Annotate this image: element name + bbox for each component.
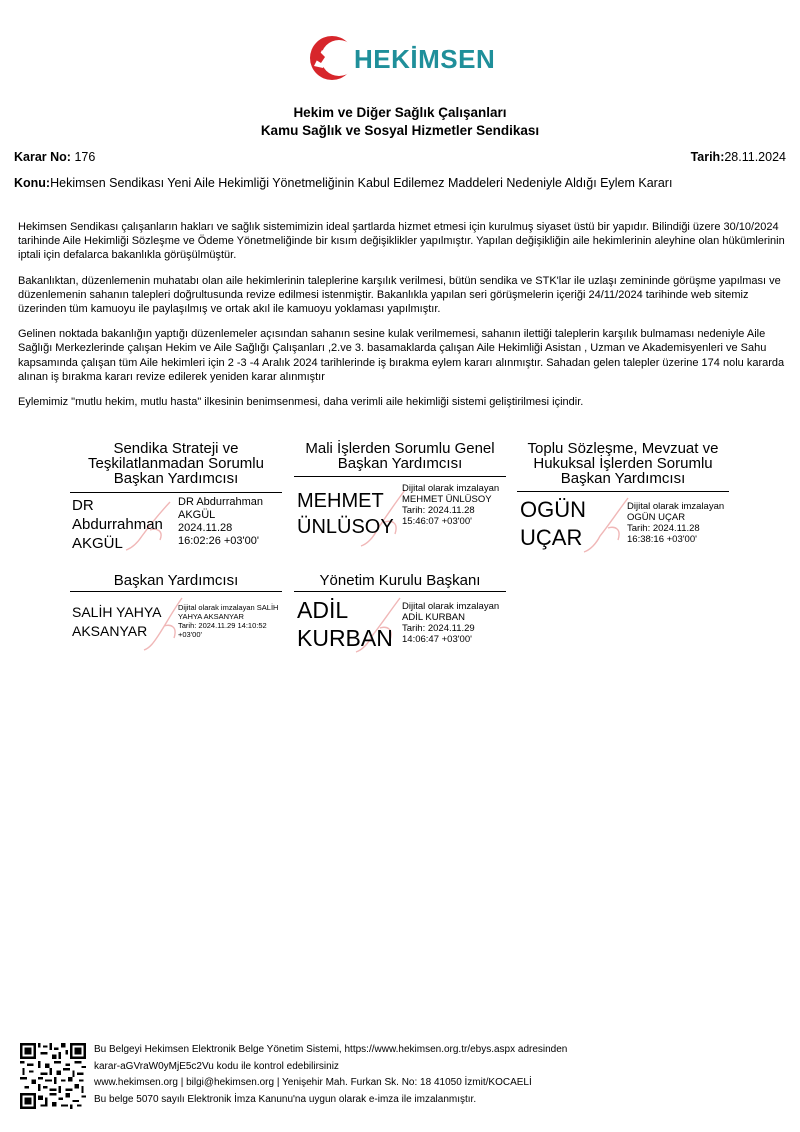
signed-date-text: Tarih: 2024.11.29 14:10:52 <box>178 621 267 630</box>
signer-name-line: Abdurrahman <box>72 516 163 533</box>
signer-name-line: ÜNLÜSOY <box>297 516 394 538</box>
decision-date-value: 28.11.2024 <box>724 150 786 164</box>
verification-qr-code-icon <box>20 1043 86 1109</box>
signature-title: Toplu Sözleşme, Mevzuat ve Hukuksal İşlerden Sorumlu Başkan Yardımcısı <box>527 440 719 487</box>
signer-name-line: KURBAN <box>297 625 393 651</box>
signature-details <box>627 501 737 545</box>
footer-verification-code: karar-aGVraW0yMjE5c2Vu kodu ile kontrol edebilirsiniz <box>94 1060 339 1072</box>
signer-name <box>297 488 394 540</box>
signer-name <box>297 596 393 652</box>
signer-name-line: ADİL <box>297 597 349 623</box>
signed-by-text: Dijital olarak imzalayan MEHMET ÜNLÜSOY <box>402 483 500 505</box>
org-title-line1: Hekim ve Diğer Sağlık Çalışanları <box>293 105 507 120</box>
signature-block-president <box>294 573 506 588</box>
signature-divider <box>70 591 282 592</box>
signed-by-text: Dijital olarak imzalayan ADİL KURBAN <box>402 601 500 623</box>
signed-date-text: Tarih: 2024.11.28 <box>627 523 700 534</box>
signed-date-text: Tarih: 2024.11.29 <box>402 623 475 634</box>
decision-number-value: 176 <box>70 150 96 164</box>
subject-value: Hekimsen Sendikası Yeni Aile Hekimliği Yönetmeliğinin Kabul Edilemez Maddeleri Nedeniyle Aldığı Eylem Kararı <box>50 176 673 190</box>
signed-time-text: 15:46:07 +03'00' <box>402 516 472 527</box>
signature-details <box>178 603 282 639</box>
signature-divider <box>294 476 506 477</box>
signed-date-text: Tarih: 2024.11.28 <box>402 505 475 516</box>
footer-contact: www.hekimsen.org | bilgi@hekimsen.org | Yenişehir Mah. Furkan Sk. No: 18 41050 İzmit/KOCAELİ <box>94 1077 532 1088</box>
decision-date-label: Tarih: <box>690 150 725 164</box>
signature-details <box>402 601 506 645</box>
footer-info <box>94 1042 784 1108</box>
hekimsen-logo <box>308 30 498 85</box>
signed-time-text: 16:38:16 +03'00' <box>627 534 697 545</box>
signed-time-text: 14:06:47 +03'00' <box>402 634 472 645</box>
signer-name-line: OGÜN <box>520 497 586 522</box>
signature-block-vice-president <box>70 573 282 588</box>
signer-name <box>72 603 161 641</box>
signer-name-line: AKSANYAR <box>72 623 148 639</box>
signed-time-text: 16:02:26 +03'00' <box>178 535 259 547</box>
signer-name-line: DR <box>72 497 94 514</box>
decision-number-label: Karar No: <box>14 150 71 164</box>
subject-line <box>14 176 794 190</box>
signer-name <box>72 496 163 553</box>
org-title-line2: Kamu Sağlık ve Sosyal Hizmetler Sendikası <box>260 123 540 138</box>
signature-block-strategy <box>70 441 282 486</box>
signature-title: Sendika Strateji ve Teşkilatlanmadan Sorumlu Başkan Yardımcısı <box>88 440 264 487</box>
signature-block-finance <box>294 441 506 471</box>
signed-by-text: Dijital olarak imzalayan OGÜN UÇAR <box>627 501 725 523</box>
signature-divider <box>294 591 506 592</box>
signed-time-text: +03'00' <box>178 630 202 639</box>
signed-date-text: 2024.11.28 <box>178 522 233 534</box>
signer-name-line: MEHMET <box>297 490 384 512</box>
paragraph: Bakanlıktan, düzenlemenin muhatabı olan aile hekimlerinin taleplerine karşılık verilmesi, bütün sendika ve STK'lar ile uzlaşı zemininde görüşme yapılması ve düzenlemenin sahanın talepleri doğrultusunda revize edilmesi istenmiştir. Bakanlıkla yapılan seri görüşmelerin içeriği 24/11/2024 tarihinde web sitemiz üzerinden tüm kamuoyu ile paylaşılmış ve ortak akıl ile kamuoyu yoklaması yapılmıştır. <box>18 274 781 316</box>
decision-number <box>14 150 95 164</box>
signature-details <box>178 496 288 548</box>
signature-title: Mali İşlerden Sorumlu Genel Başkan Yardımcısı <box>305 440 495 472</box>
paragraph: Hekimsen Sendikası çalışanların hakları ve sağlık sistemimizin ideal şartlarda hizmet etmesi için kurulmuş siyaset üstü bir yapıdır. Bilindiği üzere 30/10/2024 tarihinde Aile Hekimliği Sözleşme ve Ödeme Yönetmeliğinde bir kısım değişiklikler yapılmıştır. Yapılan değişikliğin aile hekimlerinin aleyhine olan hükümlerinin iptali için defalarca bakanlıkla görüşülmüştür. <box>18 221 785 262</box>
signed-by-text: DR Abdurrahman AKGÜL <box>178 496 263 521</box>
signature-title: Başkan Yardımcısı <box>113 572 239 589</box>
footer-legal-note: Bu belge 5070 sayılı Elektronik İmza Kanunu'na uygun olarak e-imza ile imzalanmıştır. <box>94 1093 477 1105</box>
signature-details <box>402 483 506 527</box>
signer-name-line: UÇAR <box>520 525 583 550</box>
signer-name <box>520 496 586 552</box>
logo-brand-text: HEKİMSEN <box>354 44 496 74</box>
signature-divider <box>70 492 282 493</box>
paragraph: Eylemimiz "mutlu hekim, mutlu hasta" ilkesinin benimsenmesi, daha verimli aile hekimliği sistemi geliştirilmesi içindir. <box>18 396 584 409</box>
signer-name-line: SALİH YAHYA <box>72 604 162 620</box>
paragraph: Gelinen noktada bakanlığın yaptığı düzenlemeler açısından sahanın sesine kulak verilmemesi, sahanın ilettiği taleplerin karşılık bulmaması nedeniyle Aile Sağlığı Merkezlerinde çalışan Hekim ve Aile Sağlığı Çalışanları ,2.ve 3. basamaklarda çalışan Aile Hekimliği Asistan , Uzman ve Akademisyenleri ve Sahu kapsamında çalışan tüm Aile hekimleri için 2 -3 -4 Aralık 2024 tarihlerinde iş bırakma eylem kararı alınmıştır. Sahadan gelen talepler üzerine 174 nolu kararda alınan iş bırakma kararı revize edilerek yeniden karar alınmıştır <box>18 328 785 383</box>
signed-by-text: Dijital olarak imzalayan SALİH YAHYA AKSANYAR <box>178 603 279 621</box>
footer-verification-text: Bu Belgeyi Hekimsen Elektronik Belge Yönetim Sistemi, https://www.hekimsen.org.tr/ebys.aspx adresinden <box>94 1044 568 1055</box>
subject-label: Konu: <box>14 176 51 190</box>
decision-date <box>691 150 786 164</box>
signer-name-line: AKGÜL <box>72 535 123 552</box>
signature-divider <box>517 491 729 492</box>
signature-title: Yönetim Kurulu Başkanı <box>319 572 481 589</box>
signature-block-legal <box>517 441 729 486</box>
decision-body <box>18 220 788 420</box>
